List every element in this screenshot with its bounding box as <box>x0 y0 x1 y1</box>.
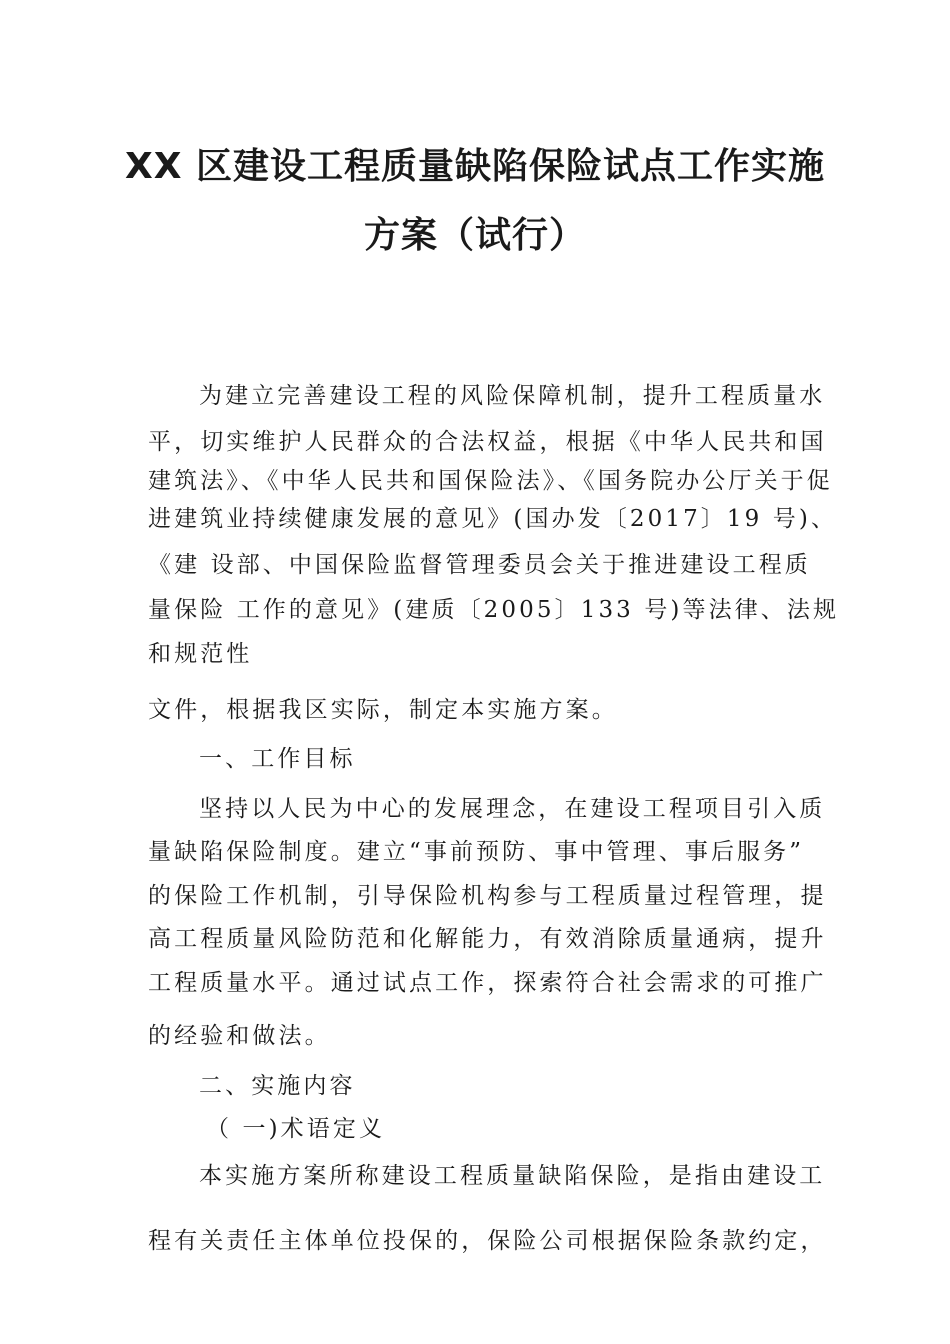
body-line-1: 为建立完善建设工程的风险保障机制，提升工程质量水 <box>199 383 826 409</box>
body-line-14: 的经验和做法。 <box>148 1023 331 1049</box>
body-line-2: 平，切实维护人民群众的合法权益，根据《中华人民共和国 <box>148 429 827 455</box>
body-line-15: 本实施方案所称建设工程质量缺陷保险，是指由建设工 <box>199 1163 826 1189</box>
document-title-line-2: 方案（试行） <box>363 215 586 256</box>
body-line-10: 量缺陷保险制度。建立“事前预防、事中管理、事后服务” <box>148 839 805 865</box>
body-line-16: 程有关责任主体单位投保的，保险公司根据保险条款约定， <box>148 1228 827 1254</box>
body-line-11: 的保险工作机制，引导保险机构参与工程质量过程管理，提 <box>148 883 827 909</box>
body-line-7: 和规范性 <box>148 641 253 667</box>
subsection-heading-terms: （ 一)术语定义 <box>206 1116 386 1142</box>
body-line-4: 进建筑业持续健康发展的意见》(国办发〔2017〕19 号)、 <box>148 506 838 532</box>
body-line-13: 工程质量水平。通过试点工作，探索符合社会需求的可推广 <box>148 970 827 996</box>
body-line-6: 量保险 工作的意见》(建质〔2005〕133 号)等法律、法规 <box>148 597 840 623</box>
body-line-3: 建筑法》、《中华人民共和国保险法》、《国务院办公厅关于促 <box>148 468 833 494</box>
body-line-5: 《建 设部、中国保险监督管理委员会关于推进建设工程质 <box>148 552 811 578</box>
body-line-12: 高工程质量风险防范和化解能力，有效消除质量通病，提升 <box>148 926 827 952</box>
section-heading-goals: 一、工作目标 <box>199 746 356 772</box>
body-line-9: 坚持以人民为中心的发展理念，在建设工程项目引入质 <box>199 796 826 822</box>
body-line-8: 文件，根据我区实际，制定本实施方案。 <box>148 697 618 723</box>
document-title-line-1: XX 区建设工程质量缺陷保险试点工作实施 <box>124 146 826 187</box>
section-heading-content: 二、实施内容 <box>199 1073 356 1099</box>
